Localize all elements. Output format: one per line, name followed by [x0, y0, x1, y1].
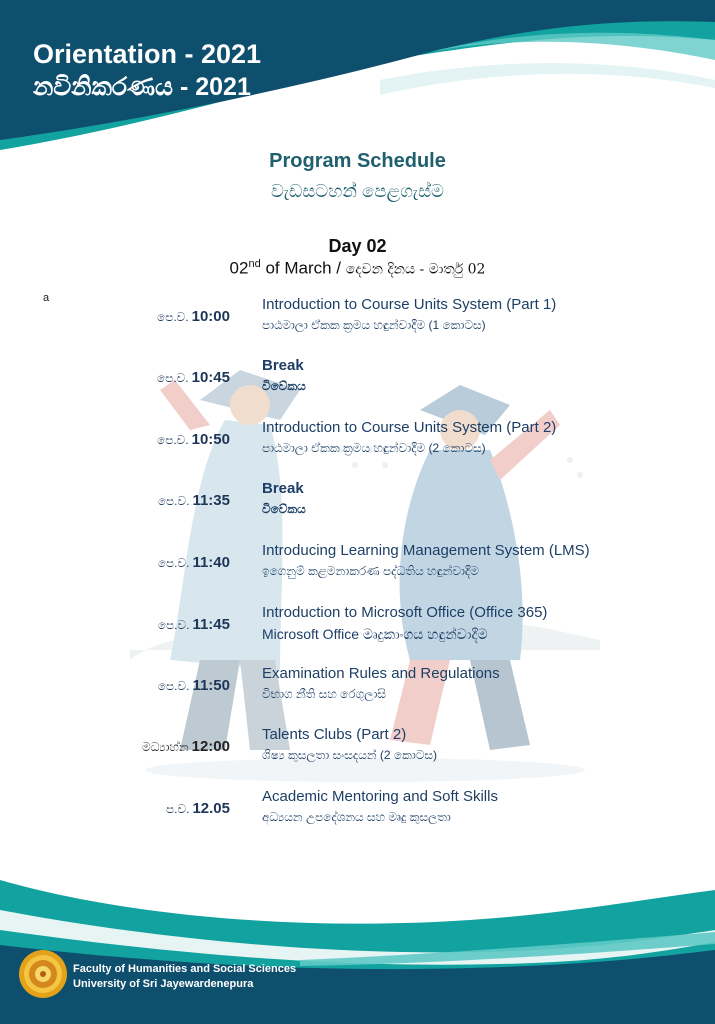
time-cell: [166, 800, 230, 818]
date-si: දෙවන දිනය - මාර්තු 02: [345, 261, 486, 278]
header-title-en: Orientation - 2021: [33, 39, 262, 69]
session-title-si: විවේකය: [262, 502, 306, 516]
session-title-en: Introduction to Microsoft Office (Office 365): [262, 604, 548, 621]
date-line: [0, 258, 715, 279]
time-value: 11:40: [192, 554, 230, 571]
schedule-row: [0, 542, 715, 602]
session-title-si: ඉගෙනුම් කළමනාකරණ පද්ධතිය හඳුන්වාදීම: [262, 564, 479, 578]
time-value: 11:35: [192, 492, 230, 509]
program-schedule-title-si: වැඩසටහන් පෙළගැස්ම: [271, 181, 444, 201]
session-title-en: Introducing Learning Management System (LMS): [262, 542, 590, 559]
schedule-row: [0, 296, 715, 356]
faculty-name: [73, 962, 296, 992]
schedule-row: [0, 357, 715, 417]
session-title-en: Introduction to Course Units System (Part 2): [262, 419, 557, 436]
date-num: 02: [229, 258, 249, 278]
time-prefix: පෙ.ව.: [157, 494, 190, 508]
session-title-si: ශිෂ්‍ය කුසලතා සංසදයන් (2 කොටස): [262, 748, 438, 762]
session-title-si: පාඨමාලා ඒකක ක්‍රමය හඳුන්වාදීම (1 කොටස): [262, 318, 486, 332]
session-title-en: Academic Mentoring and Soft Skills: [262, 788, 498, 805]
time-cell: [158, 492, 230, 510]
time-prefix: පෙ.ව.: [157, 433, 189, 447]
time-cell: [157, 308, 230, 326]
session-title-si: විභාග නීති සහ රෙගුලාසි: [262, 687, 386, 701]
faculty-line2: University of Sri Jayewardenepura: [73, 978, 254, 990]
faculty-line1: Faculty of Humanities and Social Sciences: [73, 963, 297, 975]
time-prefix: පෙ.ව.: [157, 310, 189, 324]
schedule-row: [0, 480, 715, 540]
time-cell: [158, 677, 230, 695]
day-label: Day 02: [328, 236, 387, 256]
time-prefix: පෙ.ව.: [157, 618, 190, 632]
time-prefix: ප.ව.: [166, 802, 190, 816]
time-cell: [158, 616, 230, 634]
schedule-row: [0, 788, 715, 848]
time-value: 11:50: [192, 677, 230, 694]
time-value: 10:45: [191, 369, 230, 386]
schedule-row: [0, 419, 715, 479]
time-value: 11:45: [192, 616, 230, 633]
stray-mark: a: [43, 292, 50, 304]
session-title-en: Break: [262, 480, 304, 497]
session-title-en: Examination Rules and Regulations: [262, 665, 500, 682]
session-title-en: Introduction to Course Units System (Part 1): [262, 296, 557, 313]
time-cell: [158, 554, 230, 572]
session-title-si: Microsoft Office මෘදුකාංගය හඳුන්වාදීම: [262, 626, 488, 642]
date-rest: of March /: [260, 258, 346, 278]
time-value: 10:50: [191, 431, 230, 448]
time-value: 12:00: [191, 738, 230, 755]
session-title-en: Break: [262, 357, 304, 374]
time-cell: [157, 431, 230, 449]
session-title-si: පාඨමාලා ඒකක ක්‍රමය හඳුන්වාදීම (2 කොටස): [262, 441, 486, 455]
schedule-row: [0, 604, 715, 664]
footer-wave-banner: [0, 860, 715, 1024]
university-seal-icon: [18, 949, 68, 999]
header-title-si: නවිනිකරණය - 2021: [33, 73, 251, 101]
session-title-si: අධ්‍යයන උපදේශනය සහ මෘදු කුසලතා: [262, 810, 451, 824]
program-schedule-title: Program Schedule: [269, 150, 446, 172]
time-value: 12.05: [192, 800, 230, 817]
time-value: 10:00: [191, 308, 230, 325]
date-sup: nd: [248, 258, 261, 270]
time-prefix: මධ්‍යාහ්න: [142, 740, 189, 754]
schedule-row: [0, 665, 715, 725]
session-title-en: Talents Clubs (Part 2): [262, 726, 407, 743]
schedule-row: [0, 726, 715, 786]
session-title-si: විවේකය: [262, 379, 306, 393]
time-prefix: පෙ.ව.: [157, 371, 189, 385]
time-cell: [157, 369, 230, 387]
time-prefix: පෙ.ව.: [157, 679, 190, 693]
time-cell: [142, 738, 230, 756]
time-prefix: පෙ.ව.: [157, 556, 190, 570]
